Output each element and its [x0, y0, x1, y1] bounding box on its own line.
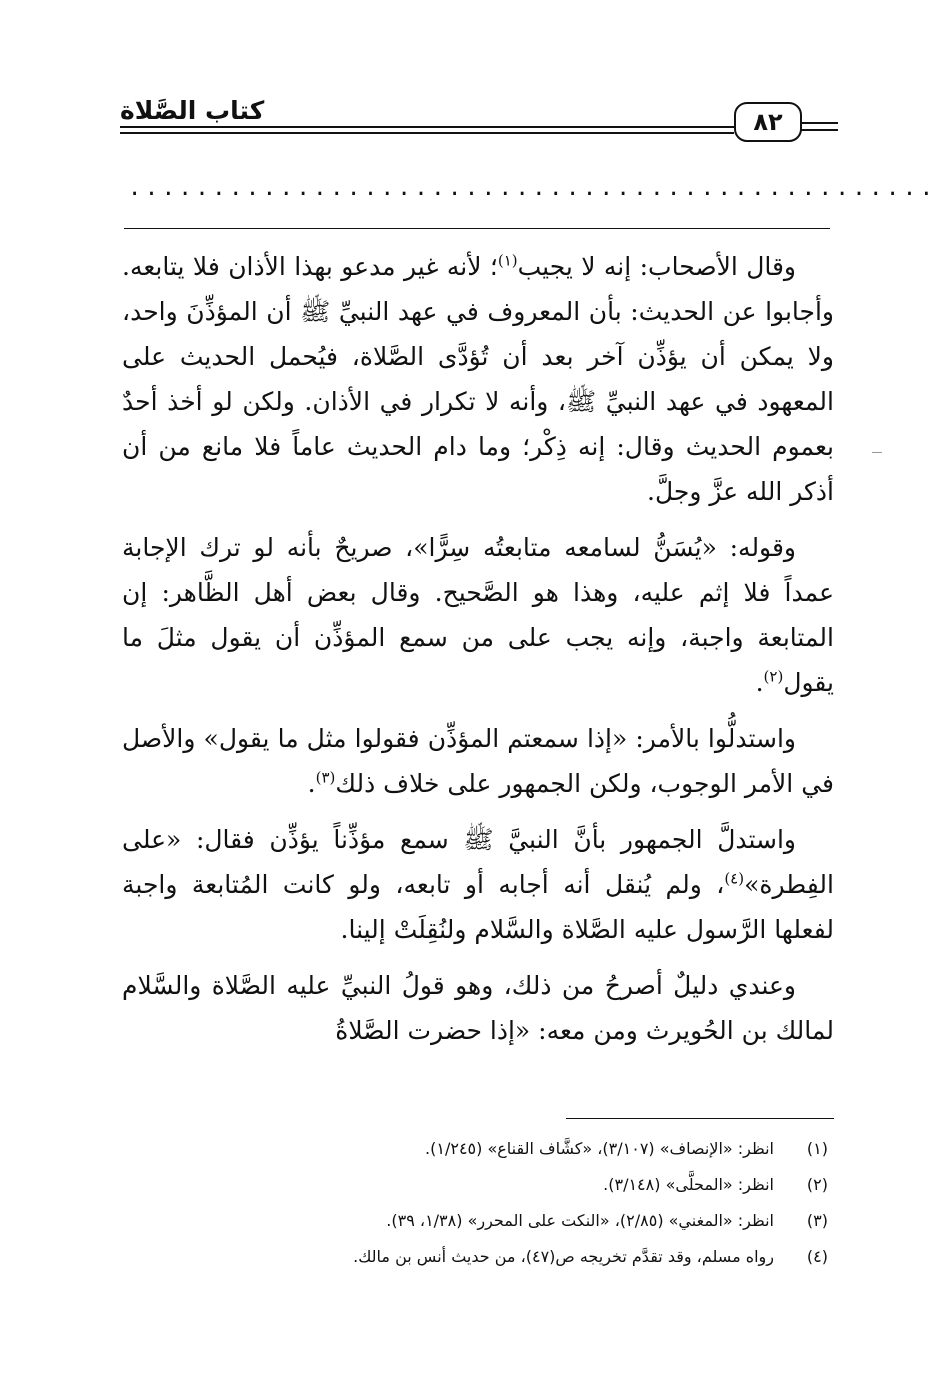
footnote-rule [566, 1118, 834, 1119]
dotted-separator: ................................................ [128, 176, 937, 201]
header-rule [800, 122, 838, 124]
paragraph-text: وقوله: «يُسَنُّ لسامعه متابعتُه سِرًّا»، صريحٌ بأنه لو ترك الإجابة عمداً فلا إثم عليه، وهذا هو الصَّحيح. وقال بعض أهل الظَّاهر: إن المتابعة واجبة، وإنه يجب على من سمع المؤذِّن أن يقول مثلَ ما يقول [122, 533, 834, 697]
footnote-text: رواه مسلم، وقد تقدَّم تخريجه ص(٤٧)، من حديث أنس بن مالك. [353, 1246, 774, 1266]
footnote-number: (٣) [806, 1210, 828, 1230]
footnote-text: انظر: «المحلَّى» (٣/١٤٨). [603, 1174, 774, 1194]
paragraph-text: واستدلُّوا بالأمر: «إذا سمعتم المؤذِّن فقولوا مثل ما يقول» والأصل في الأمر الوجوب، ولكن الجمهور على خلاف ذلك [122, 724, 834, 798]
footnote-number: (١) [806, 1138, 828, 1158]
paragraph-text: وقال الأصحاب: إنه لا يجيب [517, 252, 796, 281]
page-number: ٨٢ [734, 102, 802, 142]
paragraph-text: . [755, 668, 764, 697]
footnote-reference: (٣) [315, 768, 336, 787]
paragraph-text: . [307, 769, 316, 798]
paragraph-text: واستدلَّ الجمهور بأنَّ النبيَّ ﷺ سمع مؤذِّناً يؤذِّن فقال: «على الفِطرة» [122, 825, 834, 899]
section-rule [124, 228, 830, 229]
footnote-text: انظر: «الإنصاف» (٣/١٠٧)، «كشَّاف القناع» (١/٢٤٥). [425, 1138, 774, 1158]
footnotes [122, 1130, 834, 1274]
page-header [120, 92, 838, 152]
book-title: كتاب الصَّلاة [120, 96, 265, 125]
footnote-item [122, 1202, 834, 1238]
footnote-number: (٤) [806, 1246, 828, 1266]
footnote-reference: (٢) [763, 667, 784, 686]
paragraph-text: ، ولم يُنقل أنه أجابه أو تابعه، ولو كانت المُتابعة واجبة لفعلها الرَّسول عليه الصَّلاة والسَّلام ولنُقِلَتْ إلينا. [122, 870, 834, 944]
margin-mark [872, 452, 882, 453]
body-paragraph [122, 817, 834, 952]
paragraph-text: وعندي دليلٌ أصرحُ من ذلك، وهو قولُ النبيِّ عليه الصَّلاة والسَّلام لمالك بن الحُويرث ومن معه: «إذا حضرت الصَّلاةُ [122, 971, 834, 1045]
body-paragraph [122, 525, 834, 705]
footnote-text: انظر: «المغني» (٢/٨٥)، «النكت على المحرر» (١/٣٨، ٣٩). [386, 1210, 774, 1230]
body-paragraph [122, 716, 834, 806]
header-rule [120, 132, 734, 134]
footnote-number: (٢) [806, 1174, 828, 1194]
footnote-item [122, 1130, 834, 1166]
header-rule [120, 126, 734, 128]
body-paragraph [122, 244, 834, 514]
header-rule [800, 129, 838, 131]
paragraph-text: ؛ لأنه غير مدعو بهذا الأذان فلا يتابعه. وأجابوا عن الحديث: بأن المعروف في عهد النبيِّ ﷺ أن المؤذِّنَ واحد، ولا يمكن أن يؤذِّن آخر بعد أن تُؤدَّى الصَّلاة، فيُحمل الحديث على المعهود في عهد النبيِّ ﷺ، وأنه لا تكرار في الأذان. ولكن لو أخذ أحدٌ بعموم الحديث وقال: إنه ذِكْر؛ وما دام الحديث عاماً فلا مانع من أن أذكر الله عزَّ وجلَّ. [122, 252, 834, 506]
body-text [122, 244, 834, 1064]
body-paragraph [122, 963, 834, 1053]
footnote-reference: (٤) [724, 869, 745, 888]
footnote-item [122, 1166, 834, 1202]
footnote-item [122, 1238, 834, 1274]
footnote-reference: (١) [497, 251, 518, 270]
